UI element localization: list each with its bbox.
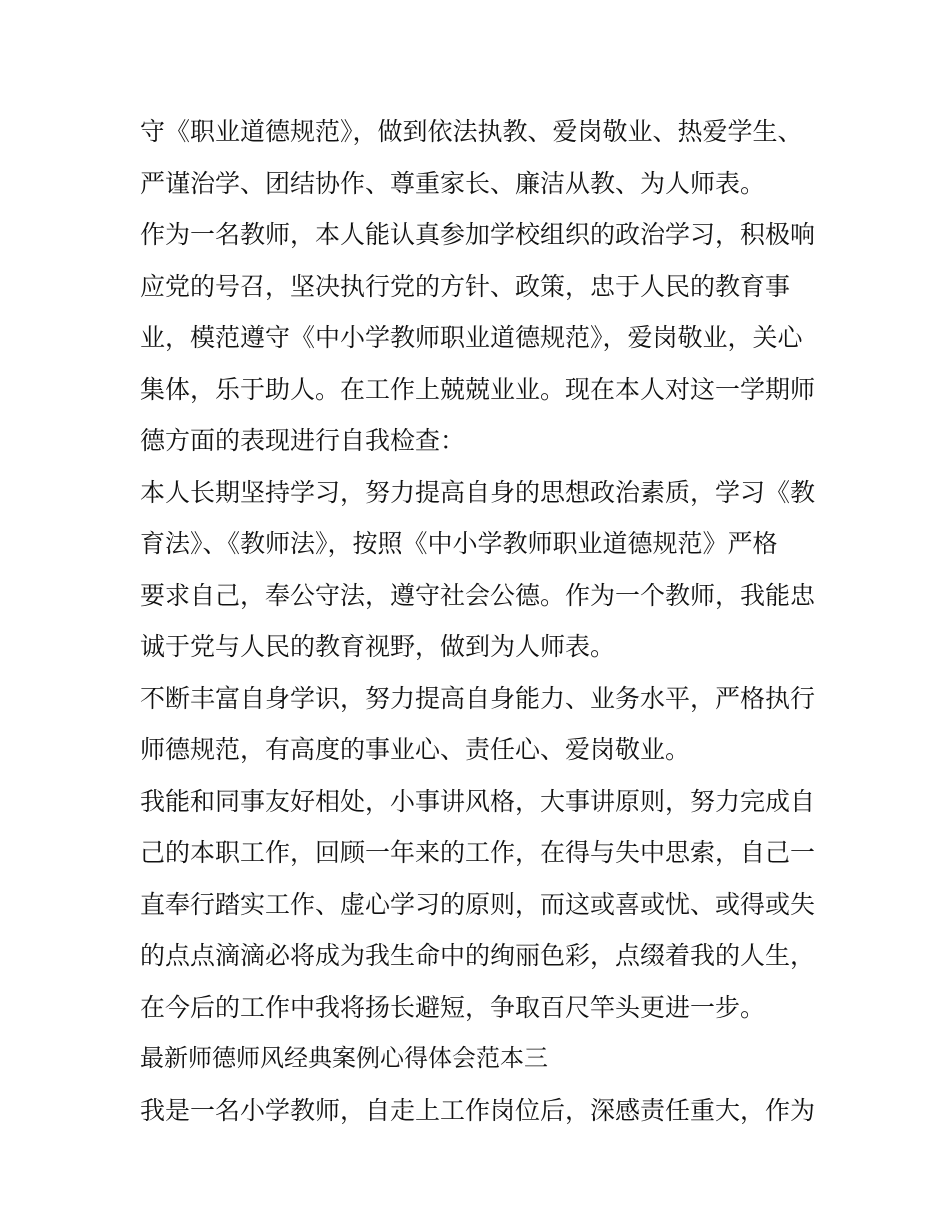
text-line: 育法》、《教师法》，按照《中小学教师职业道德规范》严格 — [140, 529, 778, 558]
text-line: 业，模范遵守《中小学教师职业道德规范》，爱岗敬业，关心 — [140, 323, 803, 352]
text-line: 应党的号召，坚决执行党的方针、政策，忠于人民的教育事 — [140, 271, 791, 301]
text-line: 的点点滴滴必将成为我生命中的绚丽色彩，点缀着我的人生， — [140, 941, 816, 970]
text-line: 直奉行踏实工作、虚心学习的原则，而这或喜或忧、或得或失 — [140, 889, 816, 919]
text-line: 要求自己，奉公守法，遵守社会公德。作为一个教师，我能忠 — [140, 580, 816, 610]
text-line: 作为一名教师，本人能认真参加学校组织的政治学习，积极响 — [140, 220, 816, 249]
text-line: 己的本职工作，回顾一年来的工作，在得与失中思索，自己一 — [140, 838, 816, 867]
section-heading: 最新师德师风经典案例心得体会范本三 — [140, 1044, 548, 1072]
text-line: 我是一名小学教师，自走上工作岗位后，深感责任重大，作为 — [140, 1095, 816, 1125]
text-line: 在今后的工作中我将扬长避短，争取百尺竿头更进一步。 — [140, 992, 766, 1022]
text-line: 不断丰富自身学识，努力提高自身能力、业务水平，严格执行 — [140, 683, 816, 713]
text-line: 师德规范，有高度的事业心、责任心、爱岗敬业。 — [140, 735, 691, 764]
text-line: 严谨治学、团结协作、尊重家长、廉洁从教、为人师表。 — [140, 168, 766, 198]
text-line: 集体，乐于助人。在工作上兢兢业业。现在本人对这一学期师 — [140, 374, 816, 404]
text-line: 本人长期坚持学习，努力提高自身的思想政治素质，学习《教 — [140, 477, 816, 507]
text-line: 我能和同事友好相处，小事讲风格，大事讲原则，努力完成自 — [140, 786, 816, 816]
text-line: 德方面的表现进行自我检查： — [140, 426, 466, 455]
text-line: 守《职业道德规范》，做到依法执教、爱岗敬业、热爱学生、 — [140, 117, 803, 146]
text-line: 诚于党与人民的教育视野，做到为人师表。 — [140, 632, 616, 661]
document-body — [140, 106, 820, 1136]
